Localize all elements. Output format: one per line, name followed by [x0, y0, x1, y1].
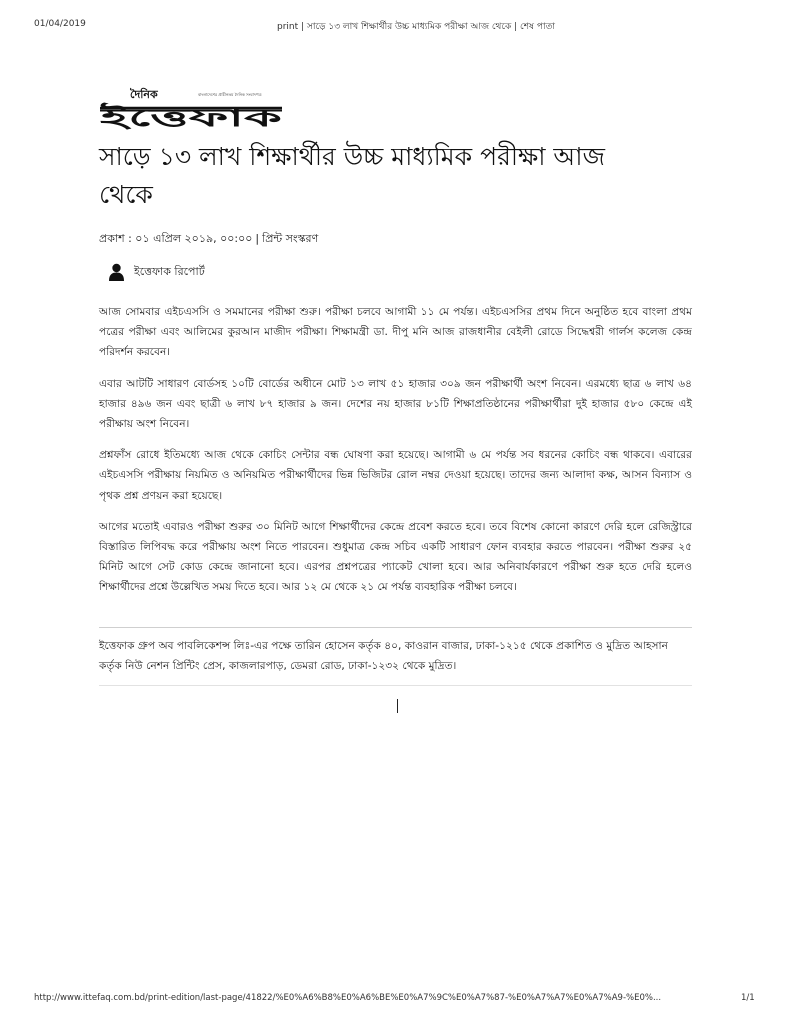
article-paragraph: প্রশ্নফাঁস রোধে ইতিমধ্যে আজ থেকে কোচিং সেন্টার বন্ধ ঘোষণা করা হয়েছে। আগামী ৬ মে পর্যন্ত সব ধরনের কোচিং বন্ধ থাকবে। এবারের এইচএসসি পরীক্ষায় নিয়মিত ও অনিয়মিত পরীক্ষার্থীদের ভিন্ন ভিজিটর রোল নম্বর দেওয়া হয়েছে। তাদের জন্য আলাদা কক্ষ, আসন বিন্যাস ও পৃথক প্রশ্ন প্রণয়ন করা হয়েছে।: [99, 449, 692, 502]
edition-label: প্রিন্ট সংস্করণ: [262, 232, 319, 245]
published-date: প্রকাশ : ০১ এপ্রিল ২০১৯, ০০:০০: [99, 232, 253, 245]
print-page-title: print | সাড়ে ১৩ লাখ শিক্ষার্থীর উচ্চ মাধ্যমিক পরীক্ষা আজ থেকে | শেষ পাতা: [277, 22, 555, 32]
article-author: [108, 262, 205, 282]
article-meta: [99, 230, 659, 249]
print-footer-url: http://www.ittefaq.com.bd/print-edition/last-page/41822/%E0%A6%B8%E0%A6%BE%E0%A7%9C%E0%A7%87-%E0%A7%A7%E0%A7%A9-%E0%...: [34, 993, 662, 1003]
author-name: ইত্তেফাক রিপোর্ট: [134, 264, 205, 278]
publisher-note: ইত্তেফাক গ্রুপ অব পাবলিকেশন্স লিঃ-এর পক্ষে তারিন হোসেন কর্তৃক ৪০, কাওরান বাজার, ঢাকা-১২১৫ থেকে প্রকাশিত ও মুদ্রিত আহসান কর্তৃক নিউ নেশন প্রিন্টিং প্রেস, কাজলারপাড়, ডেমরা রোড, ঢাকা-১২৩২ থেকে মুদ্রিত।: [99, 640, 668, 673]
article-headline: সাড়ে ১৩ লাখ শিক্ষার্থীর উচ্চ মাধ্যমিক পরীক্ষা আজ থেকে: [99, 142, 605, 209]
text-cursor: [397, 699, 398, 713]
article-paragraph: আগের মতোই এবারও পরীক্ষা শুরুর ৩০ মিনিট আগে শিক্ষার্থীদের কেন্দ্রে প্রবেশ করতে হবে। তবে বিশেষ কোনো কারণে দেরি হলে রেজিস্ট্রারে বিস্তারিত লিপিবদ্ধ করে পরীক্ষায় অংশ নিতে পারবেন। শুধুমাত্র কেন্দ্র সচিব একটি সাধারণ ফোন ব্যবহার করতে পারবেন। পরীক্ষা শুরুর ২৫ মিনিট আগে সেট কোড কেন্দ্রে জানানো হবে। এরপর প্রশ্নপত্রের প্যাকেট খোলা হবে। আর অনিবার্যকারণে পরীক্ষা শুরু হতে দেরি হলেও শিক্ষার্থীদের প্রশ্নে উল্লেখিত সময় দিতে হবে। আর ১২ মে থেকে ২১ মে পর্যন্ত ব্যবহারিক পরীক্ষা চলবে।: [99, 520, 692, 594]
logo-main-word: ইত্তেফাক: [100, 103, 184, 132]
print-page-number: 1/1: [741, 993, 755, 1003]
user-icon: [108, 263, 125, 281]
divider: [99, 685, 692, 686]
article-paragraph: এবার আটটি সাধারণ বোর্ডসহ ১০টি বোর্ডের অধীনে মোট ১৩ লাখ ৫১ হাজার ৩০৯ জন পরীক্ষার্থী অংশ নিবেন। এরমধ্যে ছাত্র ৬ লাখ ৬৪ হাজার ৪৯৬ জন এবং ছাত্রী ৬ লাখ ৮৭ হাজার ৯ জন। দেশের নয় হাজার ৮১টি শিক্ষাপ্রতিষ্ঠানের পরীক্ষার্থীরা দুই হাজার ৫৮০ কেন্দ্রে এই পরীক্ষায় অংশ নিবেন।: [99, 377, 692, 431]
divider: [99, 627, 692, 628]
article-body: [99, 302, 692, 609]
logo-top-word: দৈনিক: [130, 88, 158, 101]
article-paragraph: আজ সোমবার এইচএসসি ও সমমানের পরীক্ষা শুরু। পরীক্ষা চলবে আগামী ১১ মে পর্যন্ত। এইচএসসির প্রথম দিনে অনুষ্ঠিত হবে বাংলা প্রথম পত্রের পরীক্ষা এবং আলিমের কুরআন মাজীদ পরীক্ষা। শিক্ষামন্ত্রী ডা. দীপু মনি আজ রাজধানীর বেইলী রোডে সিদ্ধেশ্বরী গার্লস কলেজ কেন্দ্র পরিদর্শন করবেন।: [99, 306, 692, 359]
ittefaq-logo[interactable]: [100, 86, 282, 132]
logo-tagline: বাংলাদেশের প্রাচীনতম দৈনিক সংবাদপত্র: [198, 92, 262, 97]
meta-separator: |: [255, 232, 260, 245]
print-date: 01/04/2019: [34, 19, 86, 29]
